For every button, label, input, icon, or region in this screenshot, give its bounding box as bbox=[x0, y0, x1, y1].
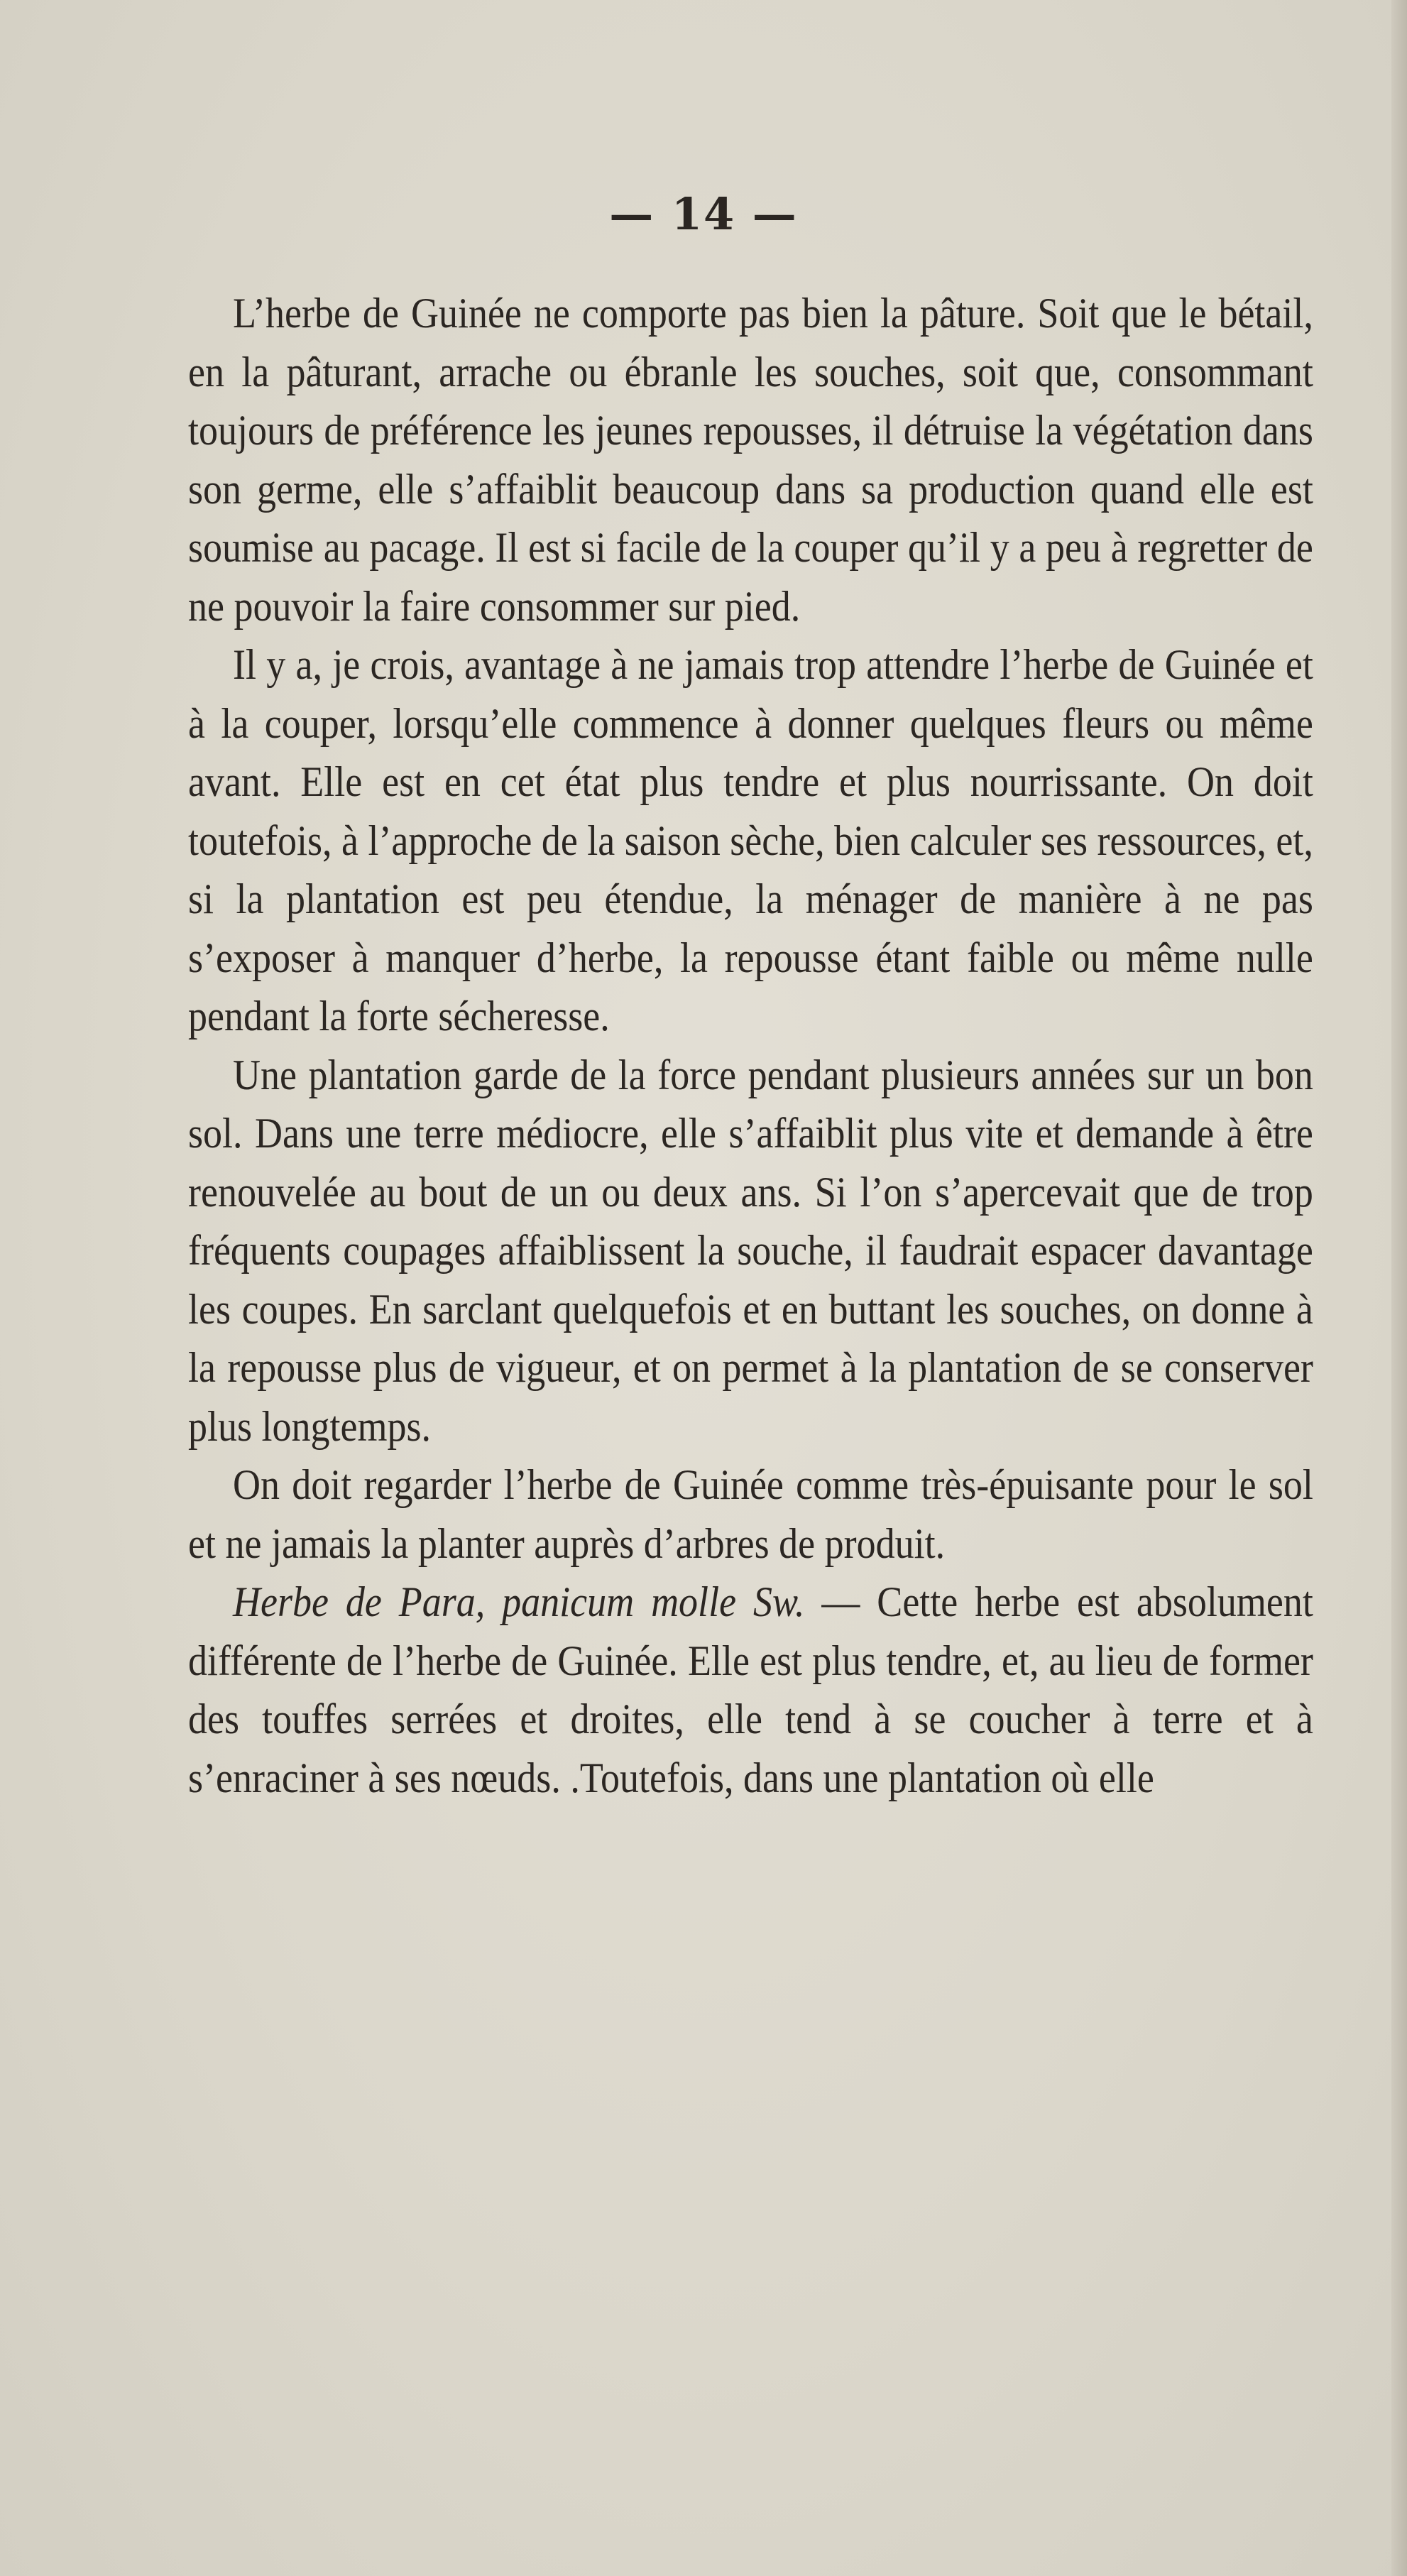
paragraph-text: — Cette herbe est absolument différente de l’herbe de Guinée. Elle est plus tendre, et, au lieu de former des touffes serrées et droites, elle tend à se coucher à terre et à s’enraciner à ses nœuds. .Toutefois, dans une plantation où elle bbox=[188, 1578, 1313, 1801]
paragraph-soil bbox=[188, 1456, 1313, 1573]
paragraph-text: On doit regarder l’herbe de Guinée comme très-épuisante pour le sol et ne jamais la planter auprès d’arbres de produit. bbox=[188, 1461, 1313, 1567]
paragraph-plantation bbox=[188, 1046, 1313, 1456]
page-number: — 14 — bbox=[609, 188, 798, 240]
body-text bbox=[188, 284, 1313, 1807]
paragraph-pasture bbox=[188, 284, 1313, 635]
paragraph-text: Une plantation garde de la force pendant plusieurs années sur un bon sol. Dans une terre médiocre, elle s’affaiblit plus vite et demande à être renouvelée au bout de un ou deux ans. Si l’on s’apercevait que de trop fréquents coupages affaiblissent la souche, il faudrait espacer davantage les coupes. En sarclant quelquefois et en buttant les souches, on donne à la repousse plus de vigueur, et on permet à la plantation de se conserver plus longtemps. bbox=[188, 1051, 1313, 1450]
paragraph-para-grass bbox=[188, 1573, 1313, 1807]
paragraph-text: Il y a, je crois, avantage à ne jamais trop attendre l’herbe de Guinée et à la couper, lorsqu’elle commence à donner quelques fleurs ou même avant. Elle est en cet état plus tendre et plus nourrissante. On doit toutefois, à l’approche de la saison sèche, bien calculer ses ressources, et, si la plantation est peu étendue, la ménager de manière à ne pas s’exposer à manquer d’herbe, la repousse étant faible ou même nulle pendant la forte sécheresse. bbox=[188, 641, 1313, 1039]
section-heading-italic: Herbe de Para, panicum molle Sw. bbox=[233, 1578, 805, 1625]
page-edge bbox=[1391, 0, 1407, 2576]
paragraph-text: L’herbe de Guinée ne comporte pas bien la pâture. Soit que le bétail, en la pâturant, arrache ou ébranle les souches, soit que, consommant toujours de préférence les jeunes repousses, il détruise la végétation dans son germe, elle s’affaiblit beaucoup dans sa production quand elle est soumise au pacage. Il est si facile de la couper qu’il y a peu à regretter de ne pouvoir la faire consommer sur pied. bbox=[188, 290, 1313, 630]
paragraph-cutting bbox=[188, 635, 1313, 1046]
